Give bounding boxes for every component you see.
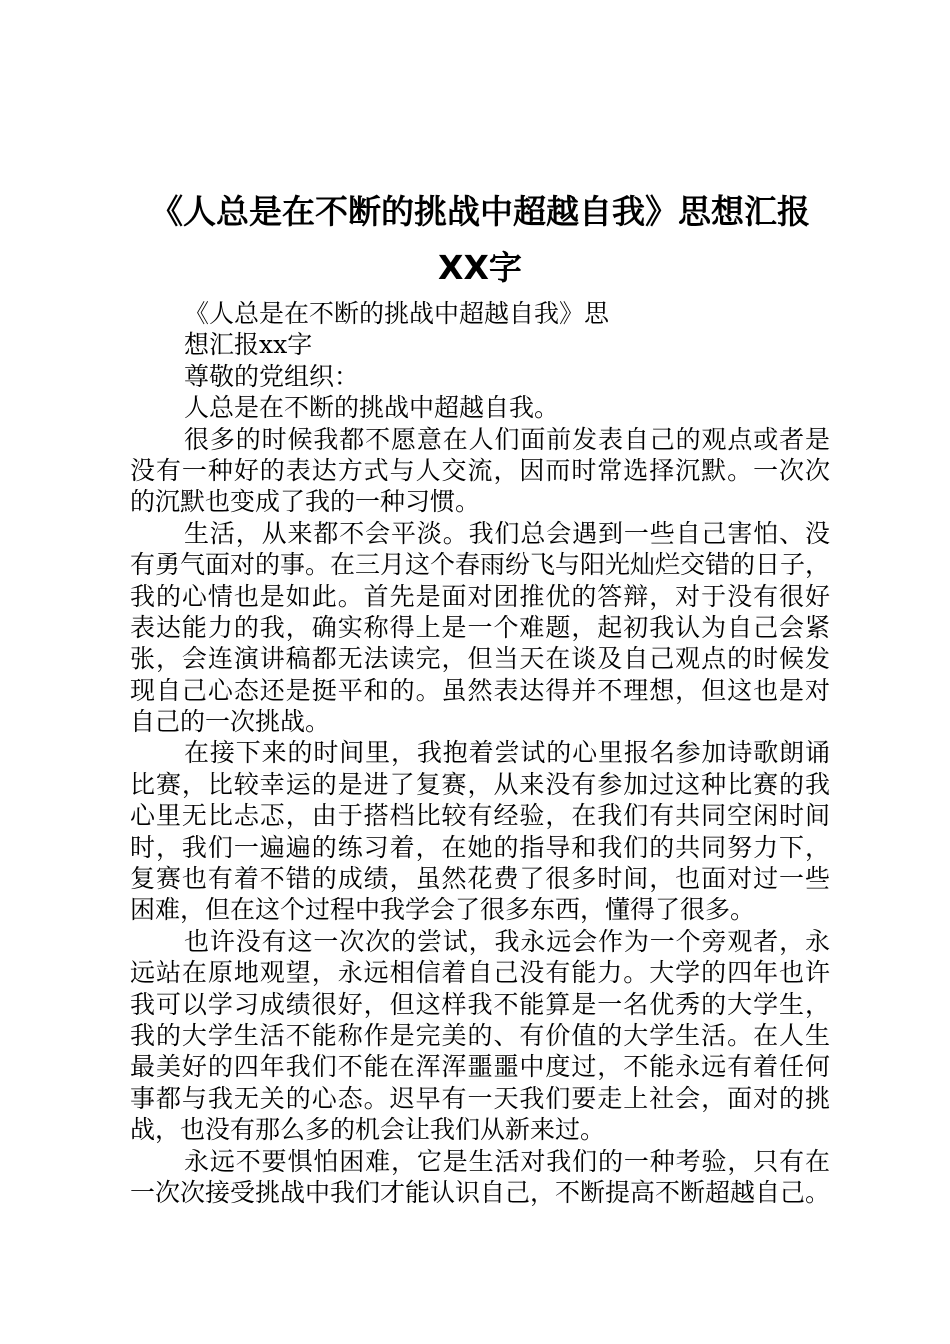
- body-text-line: 心里无比忐忑，由于搭档比较有经验，在我们有共同空闲时间: [130, 801, 830, 831]
- body-text-line: 复赛也有着不错的成绩，虽然花费了很多时间，也面对过一些: [130, 864, 830, 894]
- body-text-line: 困难，但在这个过程中我学会了很多东西，懂得了很多。: [130, 895, 756, 925]
- body-text-line: 想汇报xx字: [184, 330, 313, 360]
- body-text-line: 战，也没有那么多的机会让我们从新来过。: [130, 1115, 606, 1145]
- body-text-line: 最美好的四年我们不能在浑浑噩噩中度过，不能永远有着任何: [130, 1052, 830, 1082]
- document-title: [130, 0, 830, 294]
- body-text-line: 人总是在不断的挑战中超越自我。: [184, 393, 560, 423]
- body-text-line: 没有一种好的表达方式与人交流，因而时常选择沉默。一次次: [130, 455, 830, 485]
- body-text-line: 很多的时候我都不愿意在人们面前发表自己的观点或者是: [184, 424, 830, 454]
- body-text-line: 比赛，比较幸运的是进了复赛，从来没有参加过这种比赛的我: [130, 769, 830, 799]
- body-text-line: 现自己心态还是挺平和的。虽然表达得并不理想，但这也是对: [130, 675, 830, 705]
- body-text-line: 在接下来的时间里，我抱着尝试的心里报名参加诗歌朗诵: [184, 738, 830, 768]
- body-text-line: 生活，从来都不会平淡。我们总会遇到一些自己害怕、没: [184, 518, 830, 548]
- title-line-2: XX字: [438, 248, 522, 287]
- body-text-line: 张，会连演讲稿都无法读完，但当天在谈及自己观点的时候发: [130, 644, 830, 674]
- body-text-line: 时，我们一遍遍的练习着，在她的指导和我们的共同努力下，: [130, 832, 830, 862]
- title-line-1: 《人总是在不断的挑战中超越自我》思想汇报: [150, 192, 810, 231]
- document-page: [130, 0, 830, 1208]
- body-text-line: 表达能力的我，确实称得上是一个难题，起初我认为自己会紧: [130, 612, 830, 642]
- document-body: [130, 298, 830, 1208]
- body-text-line: 我的心情也是如此。首先是面对团推优的答辩，对于没有很好: [130, 581, 830, 611]
- body-text-line: 永远不要惧怕困难，它是生活对我们的一种考验，只有在: [184, 1146, 830, 1176]
- body-text-line: 一次次接受挑战中我们才能认识自己，不断提高不断超越自己。: [130, 1177, 831, 1207]
- body-text-line: 也许没有这一次次的尝试，我永远会作为一个旁观者，永: [184, 926, 830, 956]
- body-text-line: 尊敬的党组织：: [184, 361, 360, 391]
- body-text-line: 我的大学生活不能称作是完美的、有价值的大学生活。在人生: [130, 1020, 830, 1050]
- body-text-line: 的沉默也变成了我的一种习惯。: [130, 487, 481, 517]
- body-text-line: 有勇气面对的事。在三月这个春雨纷飞与阳光灿烂交错的日子，: [130, 550, 831, 580]
- body-text-line: 我可以学习成绩很好，但这样我不能算是一名优秀的大学生，: [130, 989, 830, 1019]
- body-text-line: 自己的一次挑战。: [130, 707, 331, 737]
- body-text-line: 远站在原地观望，永远相信着自己没有能力。大学的四年也许: [130, 958, 830, 988]
- body-text-line: 《人总是在不断的挑战中超越自我》思: [184, 299, 610, 328]
- body-text-line: 事都与我无关的心态。迟早有一天我们要走上社会，面对的挑: [130, 1083, 830, 1113]
